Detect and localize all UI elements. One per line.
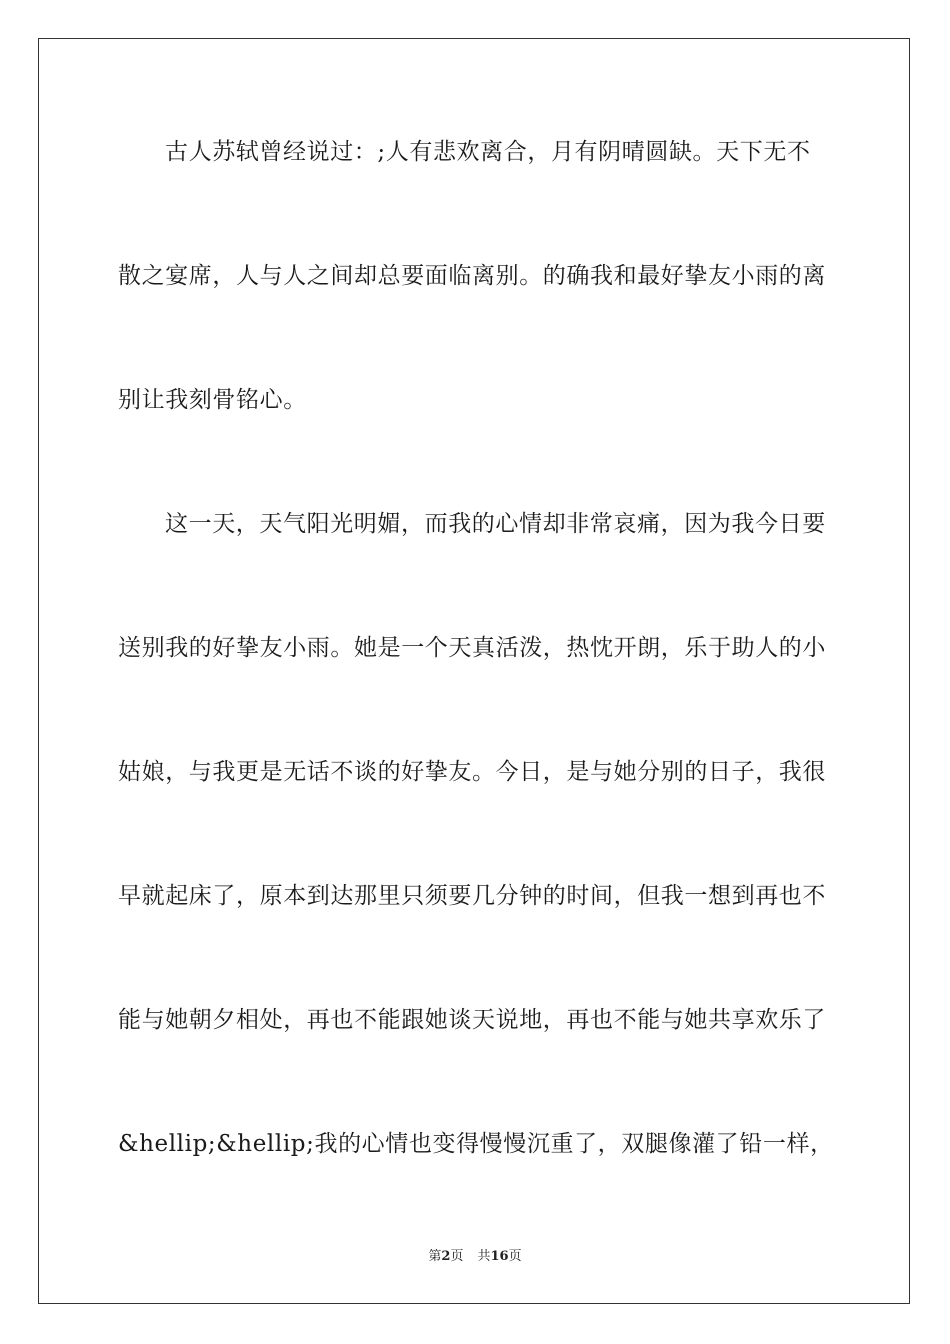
- total-pages-number: 16: [490, 1249, 509, 1264]
- paragraph-2-line-5: 能与她朝夕相处，再也不能跟她谈天说地，再也不能与她共享欢乐了: [118, 1007, 826, 1033]
- paragraph-2-line-2: 送别我的好挚友小雨。她是一个天真活泼，热忱开朗，乐于助人的小: [118, 635, 826, 661]
- paragraph-1-line-3: 别让我刻骨铭心。: [118, 387, 307, 413]
- total-prefix: 共: [477, 1249, 491, 1264]
- page-border: [38, 38, 910, 1304]
- paragraph-1-line-1: 古人苏轼曾经说过：;人有悲欢离合，月有阴晴圆缺。天下无不: [165, 139, 811, 165]
- paragraph-1-line-2: 散之宴席，人与人之间却总要面临离别。的确我和最好挚友小雨的离: [118, 263, 826, 289]
- page-suffix: 页: [450, 1249, 464, 1264]
- current-page-number: 2: [441, 1249, 451, 1264]
- total-suffix: 页: [508, 1249, 522, 1264]
- paragraph-2-line-4: 早就起床了，原本到达那里只须要几分钟的时间，但我一想到再也不: [118, 883, 826, 909]
- paragraph-2-line-6: &hellip;&hellip;我的心情也变得慢慢沉重了，双腿像灌了铅一样，: [118, 1131, 834, 1157]
- page-footer: [0, 1248, 950, 1266]
- paragraph-2-line-1: 这一天，天气阳光明媚，而我的心情却非常哀痛，因为我今日要: [165, 511, 826, 537]
- page-prefix: 第: [428, 1249, 442, 1264]
- paragraph-2-line-3: 姑娘，与我更是无话不谈的好挚友。今日，是与她分别的日子，我很: [118, 759, 826, 785]
